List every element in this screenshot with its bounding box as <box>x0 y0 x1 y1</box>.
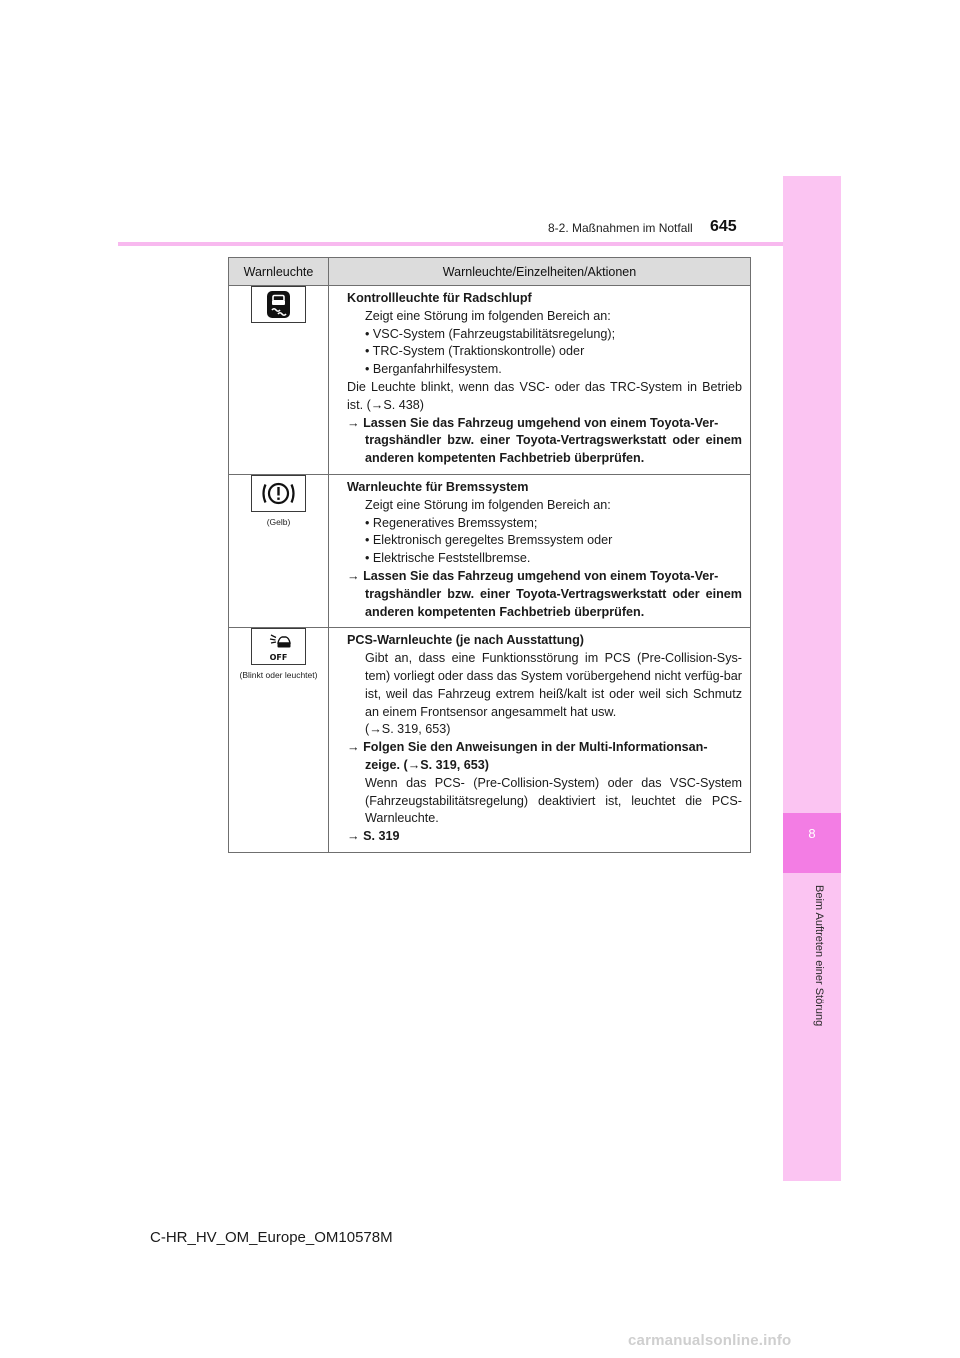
table-header-row <box>229 258 751 286</box>
row-action: → Lassen Sie das Fahrzeug umgehend von einem Toyota-Ver- <box>347 568 719 583</box>
header-rule <box>118 242 783 246</box>
icon-cell <box>229 474 329 627</box>
document-id: C-HR_HV_OM_Europe_OM10578M <box>150 1229 393 1246</box>
icon-caption: (Blinkt oder leuchtet) <box>239 670 318 681</box>
page-number: 645 <box>710 218 737 235</box>
table-row <box>229 628 751 853</box>
icon-caption: (Gelb) <box>266 516 291 527</box>
chapter-title: Beim Auftreten einer Störung <box>813 885 825 1027</box>
column-header-details: Warnleuchte/Einzelheiten/Aktionen <box>329 258 751 286</box>
list-item: • Regeneratives Bremssystem; <box>365 515 538 530</box>
row-action-continued: zeige. (→S. 319, 653) <box>365 757 489 772</box>
row-action-reference: → S. 319 <box>347 829 400 844</box>
chapter-number-tab <box>783 813 841 873</box>
list-item: • Berganfahrhilfesystem. <box>365 362 502 377</box>
details-cell <box>329 286 751 475</box>
icon-cell <box>229 286 329 475</box>
row-intro: Zeigt eine Störung im folgenden Bereich an: <box>365 308 611 323</box>
table-row <box>229 474 751 627</box>
row-reference: (→S. 319, 653) <box>365 722 451 737</box>
pcs-off-warning-icon <box>251 628 306 665</box>
brake-system-warning-icon <box>251 475 306 512</box>
table-row <box>229 286 751 475</box>
slip-indicator-icon <box>251 286 306 323</box>
chapter-number: 8 <box>808 826 816 841</box>
row-title: Kontrollleuchte für Radschlupf <box>347 291 532 305</box>
row-action: → Lassen Sie das Fahrzeug umgehend von einem Toyota-Ver- <box>347 415 719 430</box>
row-note: Wenn das PCS- (Pre-Collision-System) oder das VSC-System (Fahrzeugstabilitätsregelung) deaktiviert ist, leuchtet die PCS-Warnleuchte. <box>365 775 742 826</box>
list-item: • Elektronisch geregeltes Bremssystem oder <box>365 533 613 548</box>
details-cell <box>329 474 751 627</box>
column-header-warning-light: Warnleuchte <box>229 258 329 286</box>
list-item: • Elektrische Feststellbremse. <box>365 551 531 566</box>
row-action: → Folgen Sie den Anweisungen in der Multi-Informationsan- <box>347 740 708 755</box>
list-item: • TRC-System (Traktionskontrolle) oder <box>365 344 585 359</box>
list-item: • VSC-System (Fahrzeugstabilitätsregelung); <box>365 326 616 341</box>
row-title: PCS-Warnleuchte (je nach Ausstattung) <box>347 633 584 648</box>
row-note: Die Leuchte blinkt, wenn das VSC- oder das TRC-System in Betrieb ist. (→S. 438) <box>347 379 742 412</box>
section-title: 8-2. Maßnahmen im Notfall <box>548 221 693 235</box>
row-intro: Zeigt eine Störung im folgenden Bereich an: <box>365 497 611 512</box>
row-action-continued: tragshändler bzw. einer Toyota-Vertragswerkstatt oder einem anderen kompetenten Fachbetrieb überprüfen. <box>365 586 742 619</box>
watermark: carmanualsonline.info <box>628 1332 792 1349</box>
pcs-off-label: OFF <box>269 653 288 663</box>
row-action-continued: tragshändler bzw. einer Toyota-Vertragswerkstatt oder einem anderen kompetenten Fachbetrieb überprüfen. <box>365 433 742 466</box>
details-cell <box>329 628 751 853</box>
warning-light-table <box>228 257 751 853</box>
row-title: Warnleuchte für Bremssystem <box>347 479 529 494</box>
icon-cell <box>229 628 329 853</box>
row-intro: Gibt an, dass eine Funktionsstörung im PCS (Pre-Collision-Sys-tem) vorliegt oder dass das System vorübergehend nicht verfüg-bar ist, weil das Fahrzeug extrem heiß/kalt ist oder weil sich Schmutz an einem Frontsensor angesammelt hat usw. <box>365 651 742 719</box>
